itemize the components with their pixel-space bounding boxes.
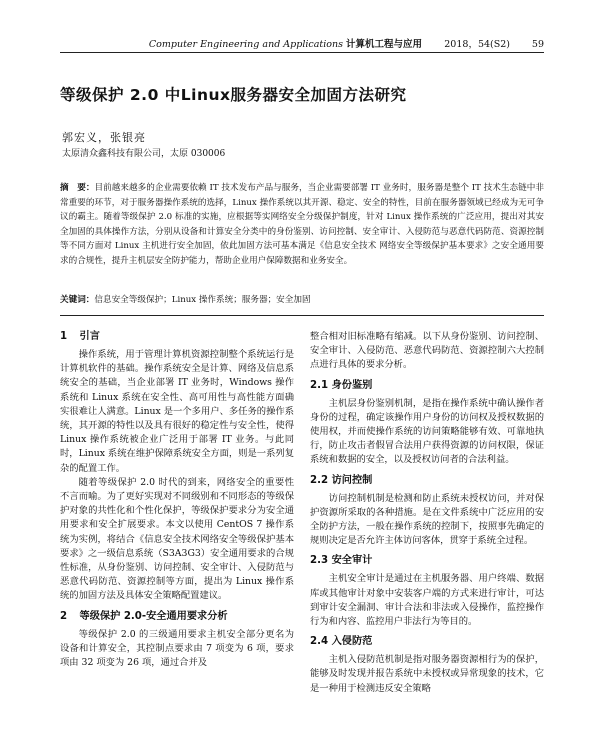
section-title: 等级保护 2.0-安全通用要求分析 — [79, 610, 228, 622]
section-title: 身份鉴别 — [331, 379, 373, 391]
paragraph: 访问控制机制是检测和防止系统未授权访问，并对保护资源所采取的各种措施。是在文件系统中广泛应用的安全防护方法，一般在操作系统的控制下，按照事先确定的规则决定是否允许主体访问客体，贯穿于系统全过程。 — [310, 492, 544, 547]
abstract — [60, 181, 544, 269]
subsection-heading — [310, 635, 544, 649]
right-column — [310, 330, 544, 696]
journal-name-cn: 计算机工程与应用 — [345, 39, 422, 50]
subsection-heading — [310, 474, 544, 488]
paragraph: 随着等级保护 2.0 时代的到来，网络安全的重要性不言而喻。为了更好实现对不同级别和不同形态的等级保护对象的共性化和个性化保护，等级保护要求分为安全通用要求和安全扩展要求。本文以使用 CentOS 7 操作系统为实例，将结合《信息安全技术网络安全等级保护基本要求》之一级信息系统（S3A3G3）安全通用要求的合规性标准，从身份鉴别、访问控制、安全审计、入侵防范与恶意代码防范、资源控制等方面，提出为 Linux 操作系统的加固方法及具体安全策略配置建议。 — [60, 476, 294, 602]
section-number: 2.4 — [310, 636, 329, 648]
section-number: 1 — [60, 331, 68, 342]
section-title: 引言 — [79, 331, 100, 342]
issue-info: 2018，54(S2) — [444, 39, 510, 50]
journal-name-en: Computer Engineering and Applications — [148, 39, 343, 50]
journal-name — [149, 38, 422, 52]
abstract-text: 目前越来越多的企业需要依赖 IT 技术发布产品与服务，当企业需要部署 IT 业务时，服务器是整个 IT 技术生态链中非常重要的环节，对于服务器操作系统的选择，Linux 操作系统以其开源、稳定、安全的特性，目前在服务器领域已经成为无可争议的霸主。随着等级保护 2.0 标准的实施，应根据等实网络安全分级保护制度，针对 Linux 操作系统的广泛应用，提出对其安全加固的具体操作方法，分别从设备和计算安全分类中的身份鉴别、访问控制、安全审计、入侵防范与恶意代码防范、资源控制等不同方面对 Linux 主机进行安全加固，依此加固方法可基本满足《信息安全技术 网络安全等级保护基本要求》之安全通用要求的合规性，提升主机层安全防护能力，帮助企业用户保障数据和业务安全。 — [60, 183, 544, 266]
section-heading — [60, 330, 294, 344]
section-number: 2.1 — [310, 379, 329, 391]
affiliation: 太原清众鑫科技有限公司，太原 030006 — [62, 149, 226, 159]
subsection-heading — [310, 379, 544, 393]
authors: 郭宏义，张银亮 — [62, 131, 146, 144]
paragraph: 等级保护 2.0 的三级通用要求主机安全部分更名为设备和计算安全，其控制点要求由 7 项变为 6 项，要求项由 32 项变为 26 项，通过合并及 — [60, 628, 294, 669]
section-title: 安全审计 — [331, 555, 373, 567]
keywords-text: 信息安全等级保护；Linux 操作系统；服务器；安全加固 — [94, 295, 311, 305]
abstract-label: 摘 要： — [60, 183, 95, 193]
divider — [60, 315, 544, 316]
paragraph: 主机安全审计是通过在主机服务器、用户终端、数据库或其他审计对象中安装客户端的方式来进行审计，可达到审计安全漏洞、审计合法和非法或入侵操作，监控操作行为和内容、监控用户非法行为等目的。 — [310, 573, 544, 628]
paragraph: 主机入侵防范机制是指对服务器资源相行为的保护，能够及时发现并报告系统中未授权或异常现象的技术，它是一种用于检测违反安全策略 — [310, 654, 544, 694]
paragraph: 操作系统，用于管理计算机资源控制整个系统运行是计算机软件的基础。操作系统安全是计算、网络及信息系统安全的基础，当企业部署 IT 业务时，Windows 操作系统和 Linux 系统在安全性、高可用性与高性能方面确实很难让人满意。Linux 是一个多用户、多任务的操作系统，其开源的特性以及具有很好的稳定性与安全性，使得 Linux 操作系统被企业广泛用于部署 IT 业务。与此同时，Linux 系统在维护保障系统安全方面，则是一系列复杂的配置工作。 — [60, 349, 294, 474]
section-heading — [60, 610, 294, 624]
page-number: 59 — [531, 39, 544, 50]
keywords — [60, 293, 544, 307]
section-title: 访问控制 — [331, 474, 373, 486]
left-column — [60, 330, 294, 670]
keywords-label: 关键词： — [60, 295, 95, 305]
paper-title: 等级保护 2.0 中Linux服务器安全加固方法研究 — [60, 86, 407, 104]
running-header — [60, 38, 544, 53]
section-number: 2.2 — [310, 474, 329, 486]
subsection-heading — [310, 554, 544, 568]
section-number: 2 — [60, 610, 68, 622]
section-number: 2.3 — [310, 555, 329, 567]
paragraph: 主机层身份鉴别机制，是指在操作系统中确认操作者身份的过程，确定该操作用户身份的访问权及授权数据的使用权，并而使操作系统的访问策略能够有效、可靠地执行，防止攻击者假冒合法用户获得资源的访问权限，保证系统和数据的安全，以及授权访问者的合法利益。 — [310, 397, 544, 466]
section-title: 入侵防范 — [331, 636, 373, 648]
paragraph: 整合相对旧标准略有缩减。以下从身份鉴别、访问控制、安全审计、入侵防范、恶意代码防范、资源控制六大控制点进行具体的要求分析。 — [310, 331, 544, 371]
